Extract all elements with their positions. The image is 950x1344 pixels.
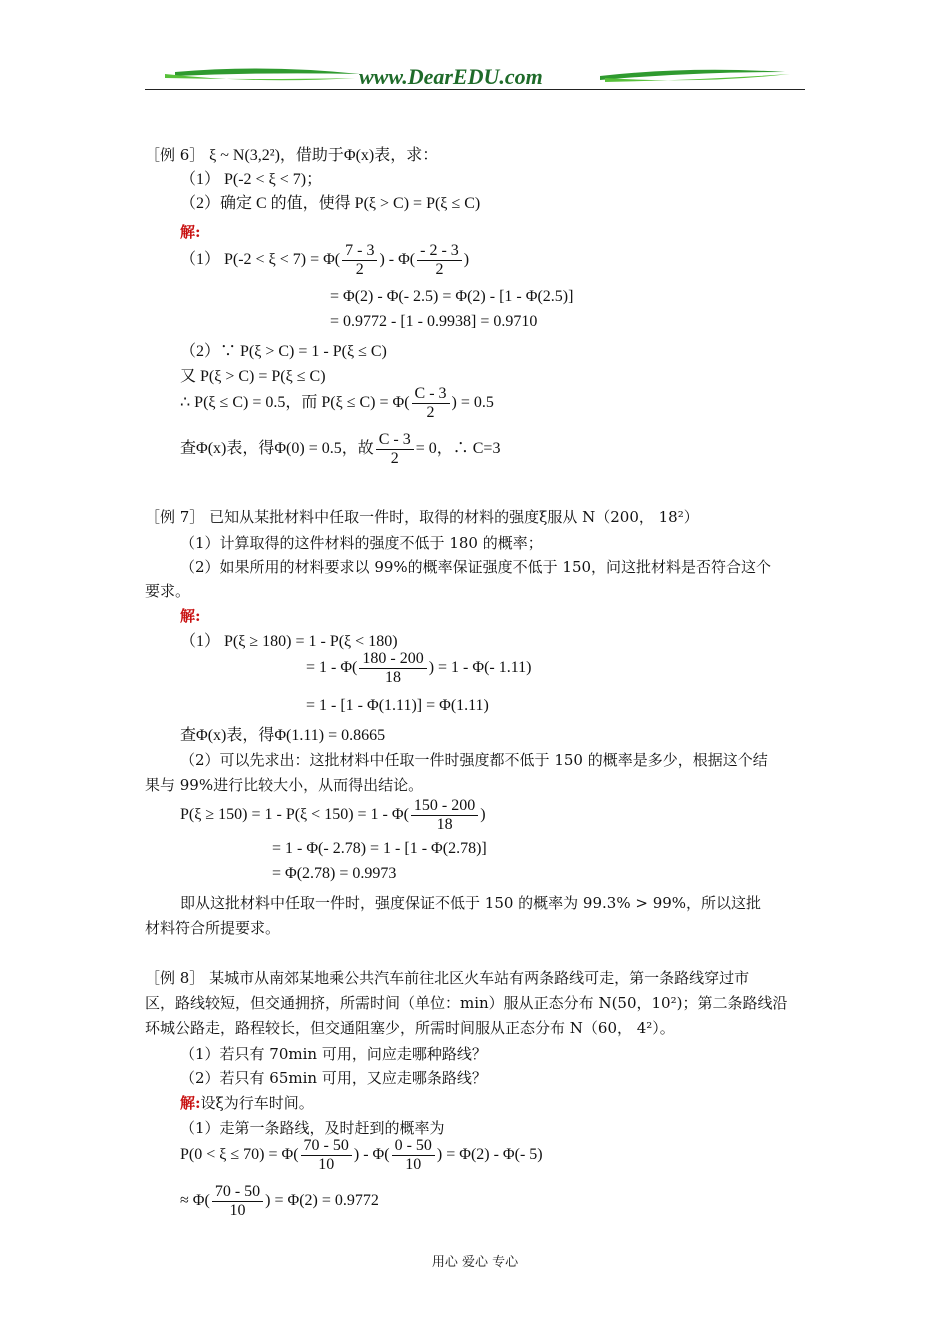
ex6-fraction-3 bbox=[412, 385, 450, 422]
ex7-fraction-2-num: 150 - 200 bbox=[411, 797, 478, 816]
ex6-fraction-3-num: C - 3 bbox=[412, 385, 450, 404]
ex6-question-1: （1） P(-2 < ξ < 7)； bbox=[180, 171, 323, 188]
ex6-fraction-1-den: 2 bbox=[355, 261, 364, 278]
ex7-question-2b: 要求。 bbox=[145, 582, 191, 600]
ex8-para-2: 区，路线较短，但交通拥挤，所需时间（单位：min）服从正态分布 N(50，10²)；第二条路线沿 bbox=[145, 994, 788, 1012]
ex6-line-3: = 0.9772 - [1 - 0.9938] = 0.9710 bbox=[330, 313, 538, 330]
ex8-fraction-1-den: 10 bbox=[318, 1156, 335, 1173]
ex8-solution-label: 解: bbox=[180, 1094, 201, 1112]
ex7-line-1: （1） P(ξ ≥ 180) = 1 - P(ξ < 180) bbox=[180, 633, 398, 650]
ex8-line-2-c: ) = Φ(2) - Φ(- 5) bbox=[436, 1146, 543, 1164]
ex6-fraction-2 bbox=[417, 242, 462, 279]
ex7-line-2 bbox=[306, 650, 531, 687]
ex6-line-5: 又 P(ξ > C) = P(ξ ≤ C) bbox=[180, 368, 326, 385]
header-divider bbox=[145, 89, 805, 90]
ex7-line-9b: 材料符合所提要求。 bbox=[145, 919, 281, 937]
ex7-solution-label: 解: bbox=[180, 607, 201, 625]
ex6-line-1-a: （1） P(-2 < ξ < 7) = Φ( bbox=[180, 251, 341, 269]
ex7-line-2-a: = 1 - Φ( bbox=[306, 659, 358, 677]
footer-text: 用心 爱心 专心 bbox=[431, 1255, 519, 1270]
ex6-line-7 bbox=[180, 431, 500, 468]
ex6-intro bbox=[145, 145, 438, 166]
ex8-line-3 bbox=[180, 1183, 379, 1220]
ex8-fraction-3-den: 10 bbox=[229, 1202, 246, 1219]
ex8-para-1: ［例 8］ 某城市从南郊某地乘公共汽车前往北区火车站有两条路线可走，第一条路线穿过市 bbox=[145, 969, 750, 987]
ex8-line-2-b: ) - Φ( bbox=[353, 1146, 390, 1164]
ex7-line-6-b: ) bbox=[480, 806, 486, 824]
ex7-line-5b: 果与 99%进行比较大小，从而得出结论。 bbox=[145, 776, 424, 794]
ex8-fraction-3-num: 70 - 50 bbox=[212, 1183, 263, 1202]
ex7-line-3: = 1 - [1 - Φ(1.11)] = Φ(1.11) bbox=[306, 697, 489, 714]
ex7-fraction-1-num: 180 - 200 bbox=[359, 650, 426, 669]
ex7-line-2-b: ) = 1 - Φ(- 1.11) bbox=[428, 659, 532, 677]
ex8-question-1: （1）若只有 70min 可用，问应走哪种路线？ bbox=[180, 1045, 487, 1063]
ex6-line-7-b: = 0，∴ C=3 bbox=[415, 440, 501, 458]
ex8-fraction-2 bbox=[392, 1137, 435, 1174]
ex8-line-2-a: P(0 < ξ ≤ 70) = Φ( bbox=[180, 1146, 299, 1164]
ex7-line-4: 查Φ(x)表，得Φ(1.11) = 0.8665 bbox=[180, 727, 386, 744]
ex8-line-1: （1）走第一条路线，及时赶到的概率为 bbox=[180, 1119, 445, 1137]
ex6-fraction-1 bbox=[342, 242, 377, 279]
ex7-fraction-2 bbox=[411, 797, 478, 834]
ex8-fraction-2-num: 0 - 50 bbox=[392, 1137, 435, 1156]
ex8-line-2 bbox=[180, 1137, 543, 1174]
ex7-intro: ［例 7］ 已知从某批材料中任取一件时，取得的材料的强度ξ服从 N（200， 18²） bbox=[145, 508, 699, 526]
ex6-fraction-4 bbox=[376, 431, 414, 468]
ex8-para-3: 环城公路走，路程较长，但交通阻塞少，所需时间服从正态分布 N（60， 4²）。 bbox=[145, 1019, 675, 1037]
ex7-line-6 bbox=[180, 797, 486, 834]
ex6-line-4: （2）∵ P(ξ > C) = 1 - P(ξ ≤ C) bbox=[180, 343, 387, 360]
ex8-solution bbox=[180, 1093, 314, 1113]
ex6-line-1-b: ) - Φ( bbox=[379, 251, 416, 269]
ex6-fraction-4-num: C - 3 bbox=[376, 431, 414, 450]
ex8-fraction-1-num: 70 - 50 bbox=[301, 1137, 352, 1156]
ex6-line-7-a: 查Φ(x)表，得Φ(0) = 0.5，故 bbox=[180, 440, 374, 458]
ex6-fraction-4-den: 2 bbox=[390, 450, 399, 467]
ex6-fraction-3-den: 2 bbox=[426, 404, 435, 421]
ex6-line-1 bbox=[180, 242, 469, 279]
ex8-fraction-2-den: 10 bbox=[405, 1156, 422, 1173]
ex6-line-2: = Φ(2) - Φ(- 2.5) = Φ(2) - [1 - Φ(2.5)] bbox=[330, 288, 574, 305]
ex8-line-3-a: ≈ Φ( bbox=[180, 1192, 210, 1210]
ex6-solution-label: 解: bbox=[180, 223, 201, 241]
ex6-line-1-c: ) bbox=[463, 251, 470, 269]
ex7-question-2a: （2）如果所用的材料要求以 99%的概率保证强度不低于 150，问这批材料是否符合这个 bbox=[180, 558, 772, 576]
ex6-fraction-2-den: 2 bbox=[435, 261, 444, 278]
ex7-line-6-a: P(ξ ≥ 150) = 1 - P(ξ < 150) = 1 - Φ( bbox=[180, 806, 409, 824]
ex8-line-3-b: ) = Φ(2) = 0.9772 bbox=[265, 1192, 379, 1210]
ex6-line-6-b: ) = 0.5 bbox=[451, 394, 494, 412]
ex8-solution-text: 设ξ为行车时间。 bbox=[200, 1094, 314, 1112]
ex7-question-1: （1）计算取得的这件材料的强度不低于 180 的概率； bbox=[180, 534, 543, 552]
ex8-question-2: （2）若只有 65min 可用，又应走哪条路线？ bbox=[180, 1069, 487, 1087]
ex7-fraction-2-den: 18 bbox=[436, 816, 453, 833]
ex6-fraction-2-num: - 2 - 3 bbox=[417, 242, 462, 261]
ex7-fraction-1-den: 18 bbox=[385, 669, 402, 686]
ex6-question-2: （2）确定 C 的值，使得 P(ξ > C) = P(ξ ≤ C) bbox=[180, 195, 481, 212]
ex7-line-5a: （2）可以先求出：这批材料中任取一件时强度都不低于 150 的概率是多少，根据这个结 bbox=[180, 751, 768, 769]
ex7-line-9a: 即从这批材料中任取一件时，强度保证不低于 150 的概率为 99.3% > 99%，所以这批 bbox=[180, 894, 762, 912]
ex6-line-6-a: ∴ P(ξ ≤ C) = 0.5，而 P(ξ ≤ C) = Φ( bbox=[180, 394, 410, 412]
ex6-title: ［例 6］ bbox=[145, 146, 205, 164]
ex6-line-6 bbox=[180, 385, 494, 422]
ex6-fraction-1-num: 7 - 3 bbox=[342, 242, 377, 261]
ex7-fraction-1 bbox=[359, 650, 426, 687]
ex7-line-7: = 1 - Φ(- 2.78) = 1 - [1 - Φ(2.78)] bbox=[272, 840, 487, 857]
ex8-fraction-3 bbox=[212, 1183, 263, 1220]
ex6-distribution: ξ ~ N(3,2²)，借助于Φ(x)表，求： bbox=[209, 147, 439, 164]
header-site-name: www.DearEDU.com bbox=[359, 64, 543, 89]
ex7-line-8: = Φ(2.78) = 0.9973 bbox=[272, 865, 397, 882]
ex8-fraction-1 bbox=[301, 1137, 352, 1174]
